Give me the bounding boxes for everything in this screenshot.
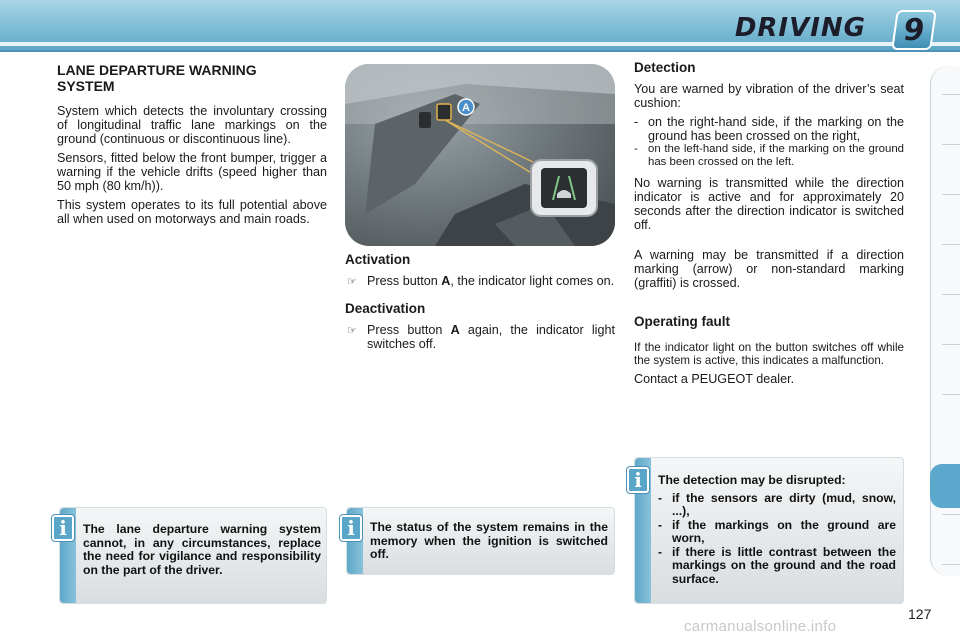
page-title-line1: LANE DEPARTURE WARNING (57, 62, 257, 78)
chapter-header (0, 0, 960, 52)
detection-heading: Detection (634, 60, 696, 75)
usage-paragraph: This system operates to its full potential above all when used on motorways and main roads. (57, 198, 327, 226)
dashboard-button-photo (345, 64, 615, 246)
detection-intro: You are warned by vibration of the driver’s seat cushion: (634, 82, 904, 110)
operating-fault-heading: Operating fault (634, 314, 731, 329)
tab-divider (942, 564, 960, 565)
intro-column (57, 62, 327, 231)
chapter-number: 9 (901, 12, 927, 48)
dealer-contact: Contact a PEUGEOT dealer. (634, 372, 795, 386)
sensors-paragraph: Sensors, fitted below the front bumper, trigger a warning if the vehicle drifts (speed higher than 50 mph (80 km/h)). (57, 151, 327, 193)
deactivation-text-pre: Press button (367, 323, 451, 337)
no-warning-paragraph: No warning is transmitted while the direction indicator is active and for approximately 20 seconds after the direction indicator is switched off. (634, 176, 904, 232)
info-icon: i (340, 515, 362, 541)
tab-divider (942, 294, 960, 295)
activation-instruction (345, 274, 615, 289)
info-icon: i (627, 467, 649, 493)
info-disruption-text (658, 474, 896, 586)
activation-text-post: , the indicator light comes on. (450, 274, 615, 288)
activation-text-pre: Press button (367, 274, 442, 288)
detection-item-left: - on the left-hand side, if the marking on the ground has been crossed on the left. (634, 143, 904, 168)
pointing-hand-icon: ☞ (347, 325, 357, 337)
info-icon: i (52, 515, 74, 541)
activation-button-key: A (441, 274, 451, 288)
page-number: 127 (908, 606, 932, 622)
disruption-item: - if there is little contrast between the markings on the ground and the road surface. (658, 544, 896, 586)
detection-item-right: - on the right-hand side, if the marking on the ground has been crossed on the right, (634, 115, 904, 143)
info-disruption-title: The detection may be disrupted: (658, 473, 846, 487)
page-title (57, 62, 327, 94)
chapter-number-badge (891, 10, 937, 50)
activation-heading: Activation (345, 252, 411, 267)
disruption-item: - if the sensors are dirty (mud, snow, ...), (658, 490, 896, 518)
deactivation-instruction (345, 323, 615, 351)
tab-divider (942, 94, 960, 95)
tab-divider (942, 244, 960, 245)
tab-divider (942, 344, 960, 345)
dashboard-illustration (345, 64, 615, 246)
deactivation-text-post: again, the indicator light switches off. (367, 323, 615, 351)
pointing-hand-icon: ☞ (347, 276, 357, 288)
deactivation-heading: Deactivation (345, 301, 426, 316)
info-memory-text: The status of the system remains in the memory when the ignition is switched off. (370, 520, 608, 561)
controls-column (345, 252, 615, 359)
detection-column (634, 60, 904, 391)
false-warning-paragraph: A warning may be transmitted if a direction marking (arrow) or non-standard marking (graffiti) is crossed. (634, 248, 904, 290)
watermark: carmanualsonline.info (684, 618, 837, 635)
fault-paragraph: If the indicator light on the button switches off while the system is active, this indicates a malfunction. (634, 341, 904, 367)
intro-paragraph: System which detects the involuntary crossing of longitudinal traffic lane markings on the ground (continuous or discontinuous line). (57, 104, 327, 146)
chapter-title: DRIVING (734, 13, 866, 43)
tab-divider (942, 394, 960, 395)
chapter-tab-strip (930, 66, 960, 576)
chapter-tab-active[interactable] (930, 464, 960, 508)
disruption-item: - if the markings on the ground are worn, (658, 517, 896, 545)
info-vigilance-text: The lane departure warning system cannot, in any circumstances, replace the need for vigilance and responsibility on the part of the driver. (83, 522, 321, 577)
page-title-line2: SYSTEM (57, 78, 115, 94)
tab-divider (942, 194, 960, 195)
tab-divider (942, 144, 960, 145)
button-callout-label: A (462, 102, 470, 114)
deactivation-button-key: A (450, 323, 460, 337)
tab-divider (942, 514, 960, 515)
